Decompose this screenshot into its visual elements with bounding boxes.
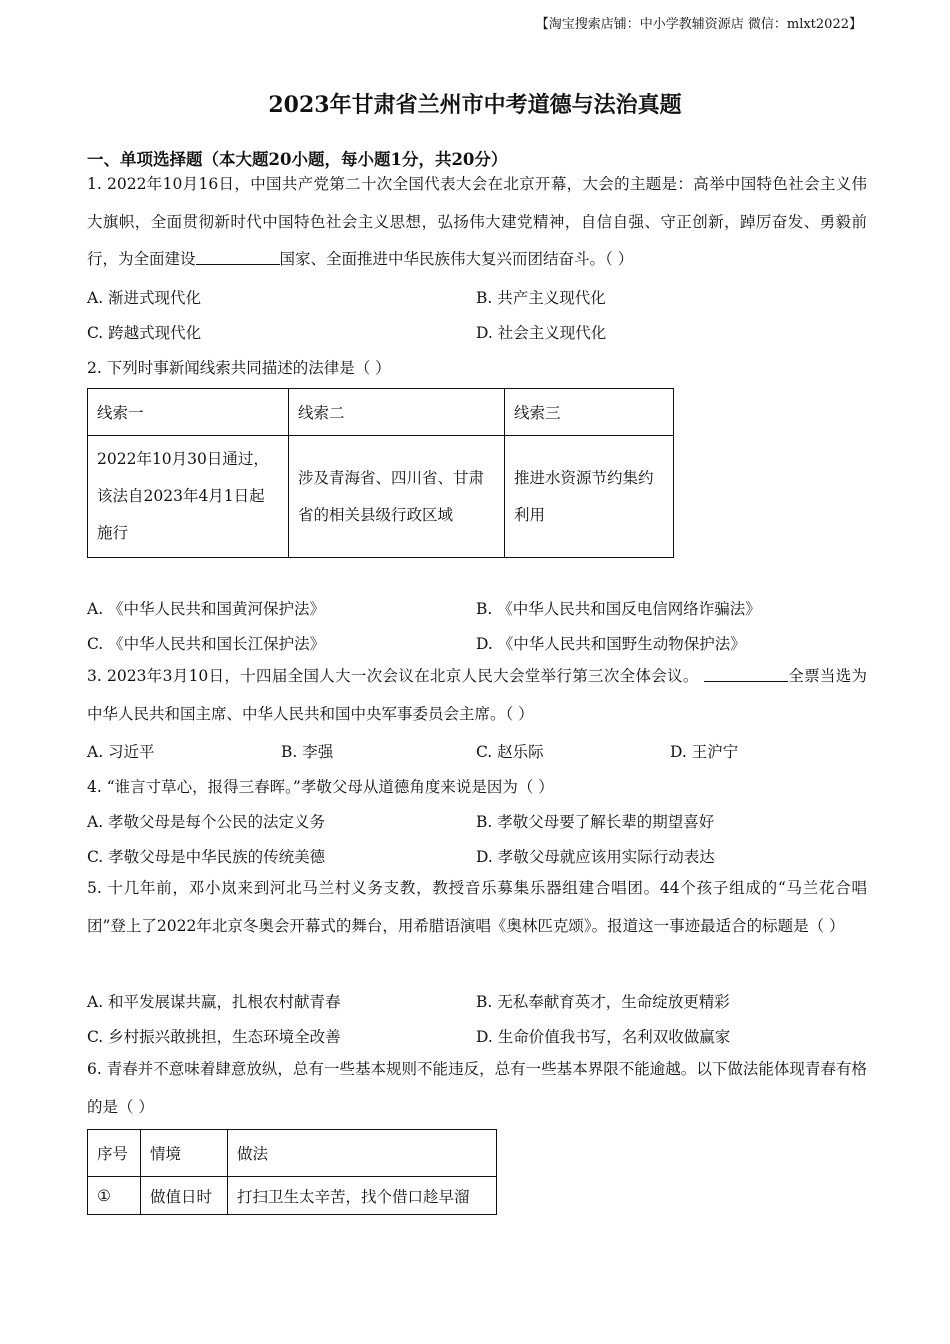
q4-option-c: C. 孝敬父母是中华民族的传统美德: [87, 848, 326, 866]
q4-option-d: D. 孝敬父母就应该用实际行动表达: [476, 848, 715, 866]
q4-option-b: B. 孝敬父母要了解长辈的期望喜好: [476, 813, 715, 831]
q3-option-c: C. 赵乐际: [476, 743, 544, 761]
page-title: 2023年甘肃省兰州市中考道德与法治真题: [268, 92, 682, 118]
section-heading: 一、单项选择题（本大题20小题，每小题1分，共20分）: [87, 150, 508, 169]
q2-clue-1: 2022年10月30日通过，该法自2023年4月1日起施行: [88, 436, 289, 558]
q1-option-b: B. 共产主义现代化: [476, 289, 606, 307]
q2-header-2: 线索二: [289, 389, 505, 436]
answer-blank: [704, 665, 788, 682]
q2-option-a: A. 《中华人民共和国黄河保护法》: [87, 600, 326, 618]
q6-row1-scenario: 做值日时: [141, 1177, 228, 1215]
question-2-stem: 2. 下列时事新闻线索共同描述的法律是（ ）: [87, 359, 391, 377]
q6-header-number: 序号: [88, 1130, 141, 1177]
q6-header-action: 做法: [228, 1130, 497, 1177]
question-1-stem-part1: 1. 2022年10月16日，中国共产党第二十次全国代表大会在北京开幕，大会的主题是：高举中国特色社会主义伟大旗帜，全面贯彻新时代中国特色社会主义思想，弘扬伟大建党精神，自信自强、守正创新，踔厉奋发、勇毅前行，为全面建设: [87, 175, 867, 268]
question-6-stem: 6. 青春并不意味着肆意放纵，总有一些基本规则不能违反，总有一些基本界限不能逾越。以下做法能体现青春有格的是（ ）: [87, 1060, 867, 1116]
q1-option-c: C. 跨越式现代化: [87, 324, 202, 342]
q2-clue-3: 推进水资源节约集约利用: [505, 436, 674, 558]
q3-option-a: A. 习近平: [87, 743, 155, 761]
q5-option-b: B. 无私奉献育英才，生命绽放更精彩: [476, 993, 730, 1011]
question-3-stem: [87, 658, 867, 733]
q3-option-b: B. 李强: [281, 743, 334, 761]
q4-option-a: A. 孝敬父母是每个公民的法定义务: [87, 813, 326, 831]
q2-clue-table: [87, 388, 674, 558]
q2-header-1: 线索一: [88, 389, 289, 436]
q5-option-c: C. 乡村振兴敢挑担，生态环境全改善: [87, 1028, 341, 1046]
q3-option-d: D. 王沪宁: [670, 743, 739, 761]
q1-option-d: D. 社会主义现代化: [476, 324, 607, 342]
question-1-stem-part2: 国家、全面推进中华民族伟大复兴而团结奋斗。（ ）: [279, 250, 634, 268]
question-3-stem-part2: 全票当选为中华人民共和国主席、中华人民共和国中央军事委员会主席。（ ）: [87, 667, 868, 723]
q2-header-3: 线索三: [505, 389, 674, 436]
question-3-stem-part1: 3. 2023年3月10日，十四届全国人大一次会议在北京人民大会堂举行第三次全体会议。: [87, 667, 699, 685]
q2-option-b: B. 《中华人民共和国反电信网络诈骗法》: [476, 600, 761, 618]
q6-row1-number: ①: [88, 1177, 141, 1215]
q6-scenario-table: [87, 1129, 497, 1215]
question-5-stem: 5. 十几年前，邓小岚来到河北马兰村义务支教，教授音乐募集乐器组建合唱团。44个孩子组成的“马兰花合唱团”登上了2022年北京冬奥会开幕式的舞台，用希腊语演唱《奥林匹克颂》。报道这一事迹最适合的标题是（ ）: [87, 879, 867, 935]
q5-option-a: A. 和平发展谋共赢，扎根农村献青春: [87, 993, 341, 1011]
answer-blank: [196, 248, 280, 265]
question-4-stem: 4. “谁言寸草心，报得三春晖。”孝敬父母从道德角度来说是因为（ ）: [87, 778, 554, 796]
question-1-stem: [87, 166, 867, 279]
q2-option-d: D. 《中华人民共和国野生动物保护法》: [476, 635, 746, 653]
q6-row1-action: 打扫卫生太辛苦，找个借口趁早溜: [228, 1177, 497, 1215]
q5-option-d: D. 生命价值我书写，名利双收做赢家: [476, 1028, 731, 1046]
q2-clue-2: 涉及青海省、四川省、甘肃省的相关县级行政区域: [289, 436, 505, 558]
q2-option-c: C. 《中华人民共和国长江保护法》: [87, 635, 326, 653]
q6-header-scenario: 情境: [141, 1130, 228, 1177]
q1-option-a: A. 渐进式现代化: [87, 289, 202, 307]
page-header: 【淘宝搜索店铺：中小学教辅资源店 微信：mlxt2022】: [535, 17, 862, 32]
